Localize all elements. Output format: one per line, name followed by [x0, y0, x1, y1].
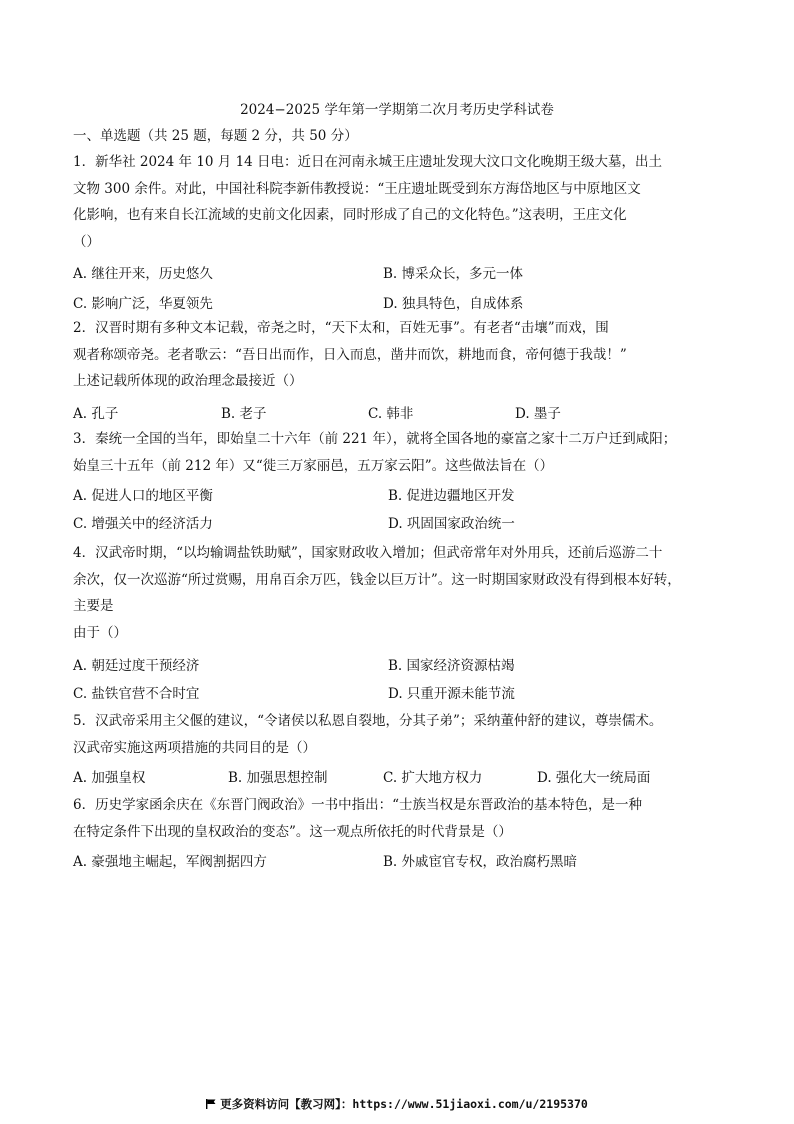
option-c: C. 扩大地方权力 [383, 770, 483, 786]
question-1 [73, 149, 723, 255]
option-d: D. 巩固国家政治统一 [388, 516, 515, 532]
option-c: C. 韩非 [368, 406, 414, 422]
option-d: D. 墨子 [515, 406, 561, 422]
question-line: 由于（） [73, 624, 127, 641]
option-b: B. 外戚宦官专权，政治腐朽黑暗 [383, 854, 578, 870]
option-b: B. 国家经济资源枯竭 [388, 658, 515, 674]
question-line: 化影响，也有来自长江流域的史前文化因素，同时形成了自己的文化特色。”这表明，王庄文化 [73, 207, 627, 223]
option-a: A. 孔子 [73, 406, 119, 422]
question-3 [73, 426, 723, 479]
question-5 [73, 708, 723, 761]
question-line: 2．汉晋时期有多种文本记载，帝尧之时，“天下太和，百姓无事”。有老者“击壤”而戏，围 [73, 320, 609, 336]
question-line: 6．历史学家函余庆在《东晋门阀政治》一书中指出：“士族当权是东晋政治的基本特色，是一种 [73, 797, 642, 813]
option-c: C. 盐铁官营不合时宜 [73, 686, 200, 702]
option-b: B. 促进边疆地区开发 [388, 488, 515, 504]
option-a: A. 继往开来，历史悠久 [73, 266, 213, 282]
question-line: 在特定条件下出现的皇权政治的变态”。这一观点所依托的时代背景是（） [73, 823, 512, 840]
option-b: B. 加强思想控制 [228, 770, 328, 786]
footer [0, 1096, 794, 1112]
option-d: D. 独具特色，自成体系 [383, 296, 524, 312]
flag-icon [206, 1099, 216, 1109]
question-line: 汉武帝实施这两项措施的共同目的是（） [73, 739, 316, 756]
option-b: B. 老子 [221, 406, 267, 422]
question-line: 余次，仅一次巡游“所过赏赐，用帛百余万匹，钱金以巨万计”。这一时期国家财政没有得到根本好转， [73, 571, 681, 588]
question-line: （） [73, 233, 100, 250]
question-line: 4．汉武帝时期，“以均输调盐铁助赋”，国家财政收入增加；但武帝常年对外用兵，还前后巡游二十 [73, 545, 663, 561]
question-line: 3．秦统一全国的当年，即始皇二十六年（前 221 年），就将全国各地的豪富之家十二万户迁到咸阳； [73, 431, 677, 447]
question-4 [73, 540, 723, 646]
question-6 [73, 792, 723, 845]
option-a: A. 加强皇权 [73, 770, 146, 786]
question-line: 始皇三十五年（前 212 年）又“徙三万家丽邑，五万家云阳”。这些做法旨在（） [73, 457, 554, 474]
question-line: 主要是 [73, 598, 114, 614]
question-line: 观者称颂帝尧。老者歌云：“吾日出而作，日入而息，凿井而饮，耕地而食，帝何德于我哉！” [73, 346, 627, 363]
question-line: 5．汉武帝采用主父偃的建议，“令诸侯以私恩自裂地，分其子弟”；采纳董仲舒的建议，尊崇儒术。 [73, 713, 663, 729]
option-a: A. 豪强地主崛起，军阀割据四方 [73, 854, 267, 870]
footer-link[interactable]: 更多资料访问【教习网】：https://www.51jiaoxi.com/u/2195370 [220, 1097, 588, 1111]
option-d: D. 强化大一统局面 [537, 770, 651, 786]
section-heading: 一、单选题（共 25 题，每题 2 分，共 50 分） [73, 128, 358, 144]
question-2 [73, 315, 723, 395]
question-line: 1．新华社 2024 年 10 月 14 日电：近日在河南永城王庄遗址发现大汶口文化晚期王级大墓，出土 [73, 154, 663, 170]
option-d: D. 只重开源未能节流 [388, 686, 515, 702]
question-line: 文物 300 余件。对此，中国社科院李新伟教授说：“王庄遗址既受到东方海岱地区与中原地区文 [73, 180, 641, 197]
question-line: 上述记载所体现的政治理念最接近（） [73, 373, 303, 389]
option-c: C. 增强关中的经济活力 [73, 516, 213, 532]
option-c: C. 影响广泛，华夏领先 [73, 296, 213, 312]
exam-title: 2024−2025 学年第一学期第二次月考历史学科试卷 [240, 102, 554, 118]
option-a: A. 促进人口的地区平衡 [73, 488, 213, 504]
option-a: A. 朝廷过度干预经济 [73, 658, 200, 674]
option-b: B. 博采众长，多元一体 [383, 266, 524, 282]
